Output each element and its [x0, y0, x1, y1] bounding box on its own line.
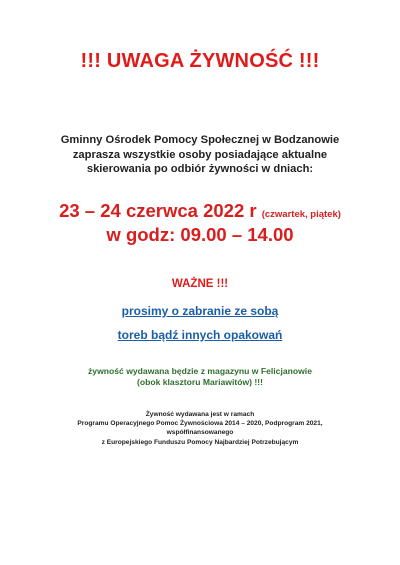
footer-line-1: Żywność wydawana jest w ramach [145, 411, 255, 418]
request-line-1 [0, 304, 400, 318]
request-line-2 [0, 328, 400, 342]
request-text-2: toreb bądź innych opakowań [117, 328, 283, 342]
date-range: 23 – 24 czerwca 2022 r [59, 200, 257, 221]
footer-line-4: z Europejskiego Funduszu Pomocy Najbardziej Potrzebującym [101, 438, 299, 446]
weekday-note: (czwartek, piątek) [261, 209, 341, 220]
page-title: !!! UWAGA ŻYWNOŚĆ !!! [80, 50, 320, 72]
pickup-location [0, 366, 400, 388]
intro-line-2: zaprasza wszystkie osoby posiadające aktualne [72, 148, 328, 161]
intro-line-3: skierowania po odbiór żywności w dniach: [86, 163, 314, 175]
distribution-dates [0, 200, 400, 222]
distribution-hours: w godz: 09.00 – 14.00 [106, 224, 294, 245]
pickup-line-1: żywność wydawana będzie z magazynu w Felicjanowie [88, 366, 312, 376]
footer-line-2: Programu Operacyjnego Pomoc Żywnościowa 2014 – 2020, Podprogram 2021, [77, 420, 323, 428]
pickup-line-2: (obok klasztoru Mariawitów) !!! [136, 377, 264, 387]
footer-line-3: współfinansowanego [166, 429, 234, 437]
funding-footer [0, 410, 400, 447]
intro-paragraph [0, 133, 400, 177]
intro-line-1: Gminny Ośrodek Pomocy Społecznej w Bodzanowie [60, 134, 340, 146]
important-heading: WAŻNE !!! [171, 278, 229, 290]
request-text-1: prosimy o zabranie ze sobą [121, 304, 279, 318]
